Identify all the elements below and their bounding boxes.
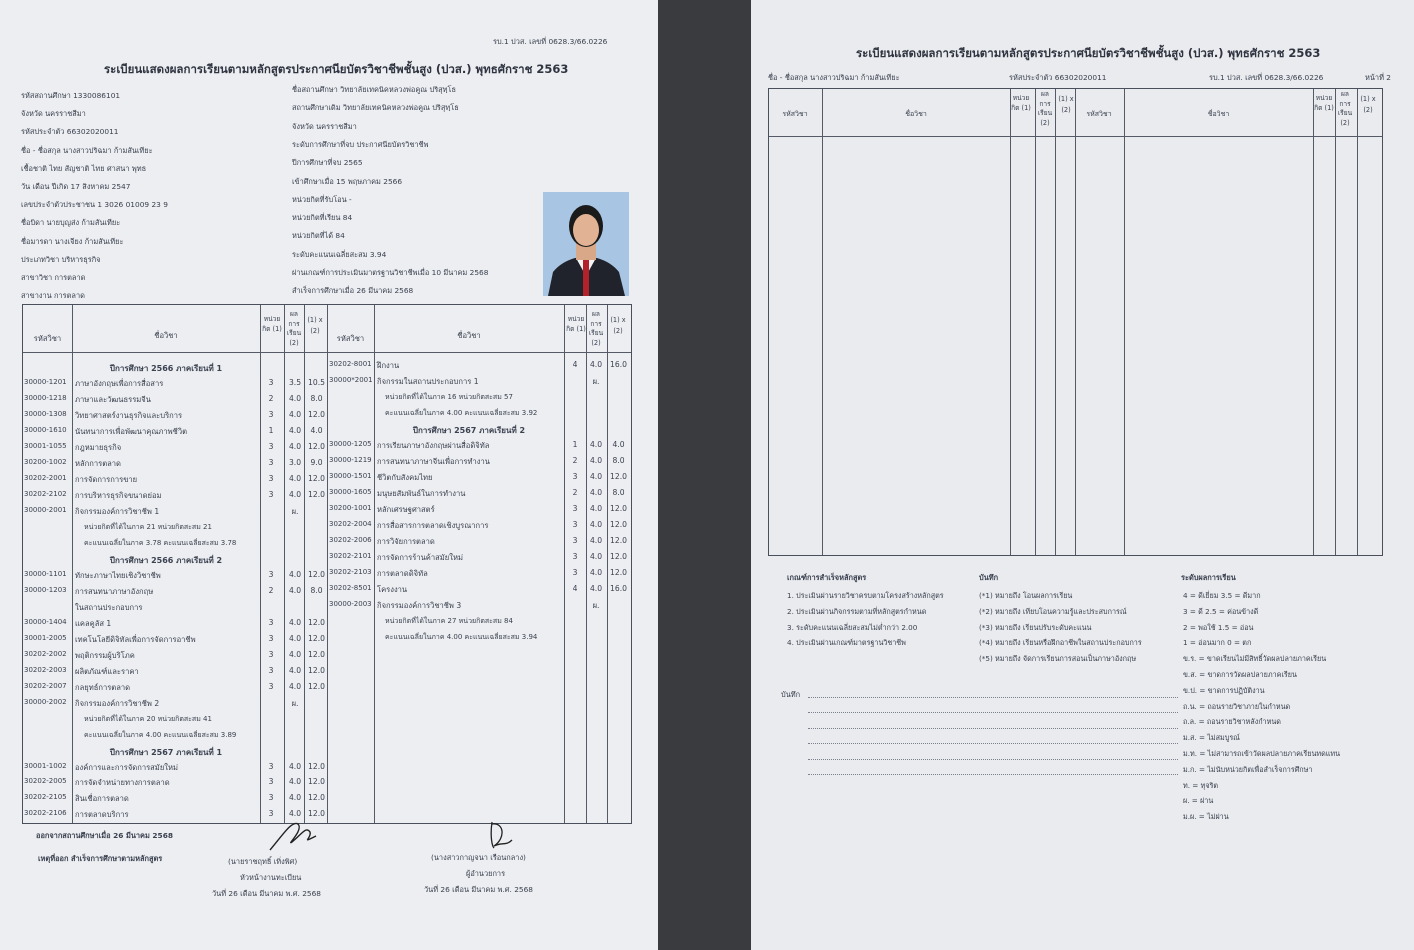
header-name: ชื่อวิชา <box>457 331 481 340</box>
memo-line <box>808 743 1178 744</box>
info-line: เลขประจำตัวประชาชน 1 3026 01009 23 9 <box>21 200 168 210</box>
course-points: 12.0 <box>308 761 325 771</box>
table-header-line <box>23 352 631 353</box>
transcript-page-2 <box>751 0 1414 950</box>
course-name: การตลาดบริการ <box>75 810 129 820</box>
grade-legend-title: ระดับผลการเรียน <box>1181 573 1236 582</box>
grade-legend-item: ม.ผ. = ไม่ผ่าน <box>1183 812 1229 822</box>
note-item: (*4) หมายถึง เรียนหรือฝึกอาชีพในสถานประกอบการ <box>979 638 1142 648</box>
course-credit: 3 <box>268 649 274 659</box>
info-line: สาขาวิชา การตลาด <box>21 273 86 282</box>
term-heading: ปีการศึกษา 2566 ภาคเรียนที่ 2 <box>109 555 223 565</box>
term-heading: ปีการศึกษา 2567 ภาคเรียนที่ 1 <box>109 747 223 757</box>
course-credit: 2 <box>572 455 578 465</box>
page2-title: ระเบียนแสดงผลการเรียนตามหลักสูตรประกาศนียบัตรวิชาชีพชั้นสูง (ปวส.) พุทธศักราช 2563 <box>856 46 1321 60</box>
course-name: ชีวิตกับสังคมไทย <box>377 472 433 482</box>
header-code: รหัสวิชา <box>336 334 365 343</box>
course-grade: 4.0 <box>288 489 302 499</box>
grade-legend-item: 1 = อ่อนมาก 0 = ตก <box>1183 638 1252 648</box>
info-line: หน่วยกิตที่ได้ 84 <box>292 231 345 241</box>
signature-director <box>480 816 520 856</box>
course-code: 30000-1404 <box>24 617 67 626</box>
course-grade: 4.0 <box>288 617 302 627</box>
course-grade: 4.0 <box>589 567 603 577</box>
grade-legend-item: ท. = ทุจริต <box>1183 780 1219 790</box>
course-credit: 4 <box>572 583 578 593</box>
table-column-line <box>374 305 375 823</box>
course-grade: 4.0 <box>589 360 603 369</box>
course-credit: 3 <box>268 377 274 387</box>
course-credit: 3 <box>268 409 274 419</box>
course-credit: 3 <box>268 681 274 691</box>
note-item: (*1) หมายถึง โอนผลการเรียน <box>979 591 1073 600</box>
leave-date: ออกจากสถานศึกษาเมื่อ 26 มีนาคม 2568 <box>36 831 173 840</box>
course-name: การจัดการร้านค้าสมัยใหม่ <box>377 552 463 562</box>
course-code: 30001-2005 <box>24 633 67 642</box>
header-name: ชื่อวิชา <box>905 110 927 118</box>
header-product: (1) x (2) <box>1360 95 1376 114</box>
course-code: 30202-2102 <box>24 489 67 498</box>
course-grade: 4.0 <box>589 583 603 593</box>
course-credit: 3 <box>572 567 578 577</box>
page2-page-number: หน้าที่ 2 <box>1365 73 1391 82</box>
course-points: 12.0 <box>610 535 627 545</box>
course-grade: 3.0 <box>288 457 302 467</box>
course-credit: 3 <box>268 569 274 579</box>
course-name: กิจกรรมองค์การวิชาชีพ 3 <box>377 600 462 610</box>
header-grade: ผล การ เรียน (2) <box>1337 90 1353 127</box>
course-name: กิจกรรมองค์การวิชาชีพ 2 <box>75 698 160 708</box>
course-name: ฝึกงาน <box>377 361 400 370</box>
course-credit: 3 <box>572 519 578 529</box>
registrar-date: วันที่ 26 เดือน มีนาคม พ.ศ. 2568 <box>212 889 322 898</box>
course-code: 30000-1219 <box>329 455 372 464</box>
table-column-line <box>1335 89 1336 555</box>
header-credit: หน่วย กิต (1) <box>1314 94 1334 112</box>
header-credit: หน่วย กิต (1) <box>262 315 282 333</box>
note-item: (*3) หมายถึง เรียนปรับระดับคะแนน <box>979 622 1092 632</box>
course-points: 12.0 <box>610 567 627 577</box>
registrar-name: (นายราชฤทธิ์ เทิ่งพิศ) <box>228 857 298 866</box>
info-line: จังหวัด นครราชสีมา <box>21 109 86 119</box>
table-column-line <box>1313 89 1314 555</box>
course-points: 10.5 <box>308 377 325 387</box>
info-line: หน่วยกิตที่เรียน 84 <box>292 213 353 223</box>
course-name: แคลคูลัส 1 <box>75 618 112 628</box>
info-line: ชื่อบิดา นายบุญส่ง ก้ามสันเทียะ <box>21 218 121 228</box>
student-photo <box>543 192 629 296</box>
course-points: 12.0 <box>308 409 325 419</box>
course-points: 12.0 <box>308 793 325 803</box>
course-name: หลักการตลาด <box>75 458 121 468</box>
course-credit: 3 <box>572 471 578 481</box>
course-name: ภาษาอังกฤษเพื่อการสื่อสาร <box>75 378 164 388</box>
course-name: การสนทนาภาษาอังกฤษ <box>75 586 154 596</box>
course-code: 30202-8501 <box>329 583 372 592</box>
info-line: เชื้อชาติ ไทย สัญชาติ ไทย ศาสนา พุทธ <box>21 163 147 173</box>
info-line: สถานศึกษาเดิม วิทยาลัยเทคนิคหลวงพ่อคูณ ปริสุทฺโธ <box>292 103 459 113</box>
header-name: ชื่อวิชา <box>1207 110 1230 118</box>
info-line: ระดับการศึกษาที่จบ ประกาศนียบัตรวิชาชีพ <box>292 139 429 149</box>
header-grade: ผล การ เรียน (2) <box>286 310 302 347</box>
course-name: การสื่อสารการตลาดเชิงบูรณาการ <box>377 520 489 530</box>
course-name: กิจกรรมในสถานประกอบการ 1 <box>377 376 479 386</box>
course-name: โครงงาน <box>377 584 408 594</box>
info-line: ผ่านเกณฑ์การประเมินมาตรฐานวิชาชีพเมื่อ 10 มีนาคม 2568 <box>292 268 489 277</box>
course-grade: 4.0 <box>589 551 603 561</box>
course-points: 12.0 <box>610 503 627 513</box>
course-name: ภาษาและวัฒนธรรมจีน <box>75 394 151 404</box>
info-line: ชื่อ - ชื่อสกุล นางสาวปริฉมา ก้ามสันเทียะ <box>21 145 153 155</box>
table-column-line <box>564 305 565 823</box>
director-name: (นางสาวกาญจนา เรือนกลาง) <box>431 853 526 862</box>
course-grade: ผ. <box>592 376 600 386</box>
criteria-title: เกณฑ์การสำเร็จหลักสูตร <box>787 573 867 582</box>
course-code: 30000-1203 <box>24 585 67 594</box>
course-code: 30202-2003 <box>24 665 67 674</box>
course-code: 30202-2006 <box>329 535 372 544</box>
course-grade: 4.0 <box>589 487 603 497</box>
course-points: 12.0 <box>308 489 325 499</box>
course-grade: 4.0 <box>288 761 302 771</box>
course-credit: 3 <box>268 473 274 483</box>
header-product: (1) x (2) <box>610 316 626 335</box>
term-summary: หน่วยกิตที่ได้ในภาค 27 หน่วยกิตสะสม 84 <box>385 616 513 625</box>
course-points: 16.0 <box>610 360 627 369</box>
term-summary: หน่วยกิตที่ได้ในภาค 20 หน่วยกิตสะสม 41 <box>84 714 212 723</box>
course-points: 12.0 <box>610 471 627 481</box>
memo-line <box>808 774 1178 775</box>
director-date: วันที่ 26 เดือน มีนาคม พ.ศ. 2568 <box>424 885 534 894</box>
course-points: 8.0 <box>612 455 625 465</box>
table-column-line <box>822 89 823 555</box>
course-code: 30000-1610 <box>24 425 67 434</box>
course-code: 30000-1218 <box>24 393 67 402</box>
table-column-line <box>1055 89 1056 555</box>
info-line: ชื่อสถานศึกษา วิทยาลัยเทคนิคหลวงพ่อคูณ ปริสุทฺโธ <box>292 85 457 94</box>
header-code: รหัสวิชา <box>782 110 808 118</box>
course-code: 30200-1001 <box>329 503 372 512</box>
course-name: การจัดการการขาย <box>75 474 138 484</box>
table-column-line <box>1010 89 1011 555</box>
course-points: 12.0 <box>308 809 325 819</box>
course-code: 30000-2001 <box>24 505 67 514</box>
course-points: 4.0 <box>612 439 625 449</box>
course-code: 30202-2101 <box>329 551 372 560</box>
page2-student-name: ชื่อ - ชื่อสกุล นางสาวปริฉมา ก้ามสันเทียะ <box>768 73 900 82</box>
grade-legend-item: ม.ก. = ไม่นับหน่วยกิตเพื่อสำเร็จการศึกษา <box>1183 764 1313 774</box>
course-points: 12.0 <box>308 777 325 787</box>
course-code: 30000-1605 <box>329 487 372 496</box>
course-credit: 3 <box>268 633 274 643</box>
note-item: (*2) หมายถึง เทียบโอนความรู้และประสบการณ์ <box>979 606 1127 616</box>
grade-legend-item: ถ.น. = ถอนรายวิชาภายในกำหนด <box>1183 701 1291 711</box>
course-points: 9.0 <box>310 457 323 467</box>
course-grade: ผ. <box>291 698 299 708</box>
course-code: 30202-2001 <box>24 473 67 482</box>
course-code: 30000-1501 <box>329 471 372 480</box>
page2-student-id: รหัสประจำตัว 66302020011 <box>1009 73 1107 82</box>
course-code: 30000-1101 <box>24 569 67 578</box>
course-name: วิทยาศาสตร์งานธุรกิจและบริการ <box>75 410 183 420</box>
table-column-line <box>1035 89 1036 555</box>
course-code: 30202-8001 <box>329 360 372 368</box>
term-heading: ปีการศึกษา 2567 ภาคเรียนที่ 2 <box>412 425 526 435</box>
course-grade: ผ. <box>291 506 299 516</box>
info-line: เข้าศึกษาเมื่อ 15 พฤษภาคม 2566 <box>292 176 403 186</box>
leave-reason: เหตุที่ออก สำเร็จการศึกษาตามหลักสูตร <box>38 854 163 863</box>
course-credit: 3 <box>268 489 274 499</box>
memo-label: บันทึก <box>781 690 801 699</box>
course-name: การจัดจำหน่ายทางการตลาด <box>75 778 170 788</box>
course-credit: 3 <box>268 809 274 819</box>
course-credit: 1 <box>268 425 274 435</box>
course-grade: 4.0 <box>288 633 302 643</box>
course-name: การเรียนภาษาอังกฤษผ่านสื่อดิจิทัล <box>377 440 490 450</box>
course-name: การตลาดดิจิทัล <box>377 568 428 578</box>
memo-line <box>808 712 1178 713</box>
course-credit: 3 <box>572 535 578 545</box>
course-points: 12.0 <box>610 551 627 561</box>
grade-legend-item: ถ.ล. = ถอนรายวิชาหลังกำหนด <box>1183 717 1281 727</box>
signature-registrar <box>262 816 322 856</box>
course-name: การวิจัยการตลาด <box>377 536 435 546</box>
course-points: 12.0 <box>308 441 325 451</box>
term-summary: หน่วยกิตที่ได้ในภาค 16 หน่วยกิตสะสม 57 <box>385 392 513 401</box>
header-product: (1) x (2) <box>307 316 323 335</box>
course-grade: 4.0 <box>288 473 302 483</box>
grade-legend-item: ข.ป. = ขาดการปฏิบัติงาน <box>1183 685 1265 695</box>
table-column-line <box>1357 89 1358 555</box>
grade-legend-item: 4 = ดีเยี่ยม 3.5 = ดีมาก <box>1183 591 1261 600</box>
course-points: 12.0 <box>308 617 325 627</box>
course-name: มนุษยสัมพันธ์ในการทำงาน <box>377 488 466 498</box>
course-code: 30000*2001 <box>329 375 373 384</box>
course-grade: 4.0 <box>288 409 302 419</box>
note-item: (*5) หมายถึง จัดการเรียนการสอนเป็นภาษาอังกฤษ <box>979 654 1137 664</box>
course-code: 30202-2105 <box>24 793 67 802</box>
course-grade: 4.0 <box>589 455 603 465</box>
term-summary: หน่วยกิตที่ได้ในภาค 21 หน่วยกิตสะสม 21 <box>84 522 212 531</box>
course-points: 12.0 <box>308 681 325 691</box>
term-summary: คะแนนเฉลี่ยในภาค 3.78 คะแนนเฉลี่ยสะสม 3.78 <box>84 538 237 547</box>
course-credit: 2 <box>268 393 274 403</box>
course-points: 12.0 <box>308 665 325 675</box>
info-line: รหัสสถานศึกษา 1330086101 <box>21 91 121 100</box>
course-grade: 4.0 <box>288 809 302 819</box>
course-grade: 4.0 <box>288 777 302 787</box>
term-summary: คะแนนเฉลี่ยในภาค 4.00 คะแนนเฉลี่ยสะสม 3.89 <box>84 730 237 739</box>
header-name: ชื่อวิชา <box>154 331 178 340</box>
course-credit: 3 <box>572 551 578 561</box>
course-code: 30202-2106 <box>24 809 67 818</box>
course-credit: 3 <box>268 457 274 467</box>
course-grade: 4.0 <box>589 519 603 529</box>
grade-legend-item: ข.ร. = ขาดเรียนไม่มีสิทธิ์วัดผลปลายภาคเรียน <box>1183 654 1327 664</box>
course-name: กลยุทธ์การตลาด <box>75 682 131 692</box>
course-name: กิจกรรมองค์การวิชาชีพ 1 <box>75 506 160 516</box>
course-name: ผลิตภัณฑ์และราคา <box>75 666 139 676</box>
grade-legend-item: 3 = ดี 2.5 = ค่อนข้างดี <box>1183 606 1259 616</box>
page-title: ระเบียนแสดงผลการเรียนตามหลักสูตรประกาศนียบัตรวิชาชีพชั้นสูง (ปวส.) พุทธศักราช 2563 <box>104 62 569 76</box>
grade-legend-item: ม.ท. = ไม่สามารถเข้าวัดผลปลายภาคเรียนทดแทน <box>1183 749 1341 758</box>
table-column-line <box>607 305 608 823</box>
course-code: 30000-1201 <box>24 377 67 386</box>
course-credit: 3 <box>268 793 274 803</box>
course-credit: 2 <box>572 487 578 497</box>
course-grade: 4.0 <box>589 503 603 513</box>
course-points: 12.0 <box>308 633 325 643</box>
course-grade: 4.0 <box>288 393 302 403</box>
course-code: 30001-1002 <box>24 761 67 770</box>
course-credit: 1 <box>572 439 578 449</box>
course-grade: 3.5 <box>288 377 302 387</box>
grade-legend-item: ข.ส. = ขาดการวัดผลปลายภาคเรียน <box>1183 670 1297 679</box>
course-grade: 4.0 <box>288 793 302 803</box>
course-code: 30202-2004 <box>329 519 372 528</box>
grade-legend-item: ผ. = ผ่าน <box>1183 796 1214 806</box>
memo-line <box>808 697 1178 698</box>
course-points: 4.0 <box>310 425 323 435</box>
term-heading: ปีการศึกษา 2566 ภาคเรียนที่ 1 <box>109 364 223 373</box>
info-line: ระดับคะแนนเฉลี่ยสะสม 3.94 <box>292 249 387 259</box>
course-name: การบริหารธุรกิจขนาดย่อม <box>75 490 162 500</box>
course-code: 30000-1205 <box>329 439 372 448</box>
course-credit: 3 <box>268 761 274 771</box>
course-points: 8.0 <box>612 487 625 497</box>
course-grade: 4.0 <box>589 471 603 481</box>
course-points: 12.0 <box>308 649 325 659</box>
info-line: ประเภทวิชา บริหารธุรกิจ <box>21 254 101 264</box>
info-line: สาขางาน การตลาด <box>21 291 85 301</box>
course-code: 30000-2003 <box>329 599 372 608</box>
course-credit: 2 <box>268 585 274 595</box>
course-grade: ผ. <box>592 600 600 610</box>
grade-legend-item: ม.ส. = ไม่สมบูรณ์ <box>1183 733 1240 743</box>
transcript-page-1 <box>0 0 658 950</box>
header-code: รหัสวิชา <box>1086 110 1112 118</box>
course-points: 8.0 <box>310 393 323 403</box>
course-code: 30202-2103 <box>329 567 372 576</box>
course-grade: 4.0 <box>288 681 302 691</box>
header-grade: ผล การ เรียน (2) <box>1037 90 1053 127</box>
info-line: ปีการศึกษาที่จบ 2565 <box>292 158 363 168</box>
course-credit: 3 <box>268 441 274 451</box>
course-name: ทักษะภาษาไทยเชิงวิชาชีพ <box>75 570 161 580</box>
info-line: หน่วยกิตที่รับโอน - <box>292 194 352 204</box>
course-credit: 3 <box>268 777 274 787</box>
course-code: 30202-2005 <box>24 777 67 786</box>
course-code: 30202-2007 <box>24 681 67 690</box>
notes-title: บันทึก <box>979 573 999 582</box>
course-grade: 4.0 <box>288 425 302 435</box>
header-credit: หน่วย กิต (1) <box>1011 94 1031 112</box>
info-line: จังหวัด นครราชสีมา <box>292 121 357 131</box>
course-credit: 3 <box>268 665 274 675</box>
course-grade: 4.0 <box>288 665 302 675</box>
criteria-item: 3. ระดับคะแนนเฉลี่ยสะสมไม่ต่ำกว่า 2.00 <box>787 622 918 632</box>
course-name: องค์การและการจัดการสมัยใหม่ <box>75 762 178 772</box>
table-column-line <box>1075 89 1076 555</box>
info-line: สำเร็จการศึกษาเมื่อ 26 มีนาคม 2568 <box>292 286 414 296</box>
course-name: นันทนาการเพื่อพัฒนาคุณภาพชีวิต <box>75 426 188 436</box>
course-grade: 4.0 <box>589 439 603 449</box>
term-summary: คะแนนเฉลี่ยในภาค 4.00 คะแนนเฉลี่ยสะสม 3.94 <box>385 632 538 641</box>
table-header-line <box>769 136 1382 137</box>
course-points: 12.0 <box>308 473 325 483</box>
header-grade: ผล การ เรียน (2) <box>588 310 604 347</box>
course-grade: 4.0 <box>288 649 302 659</box>
course-points: 12.0 <box>308 569 325 579</box>
header-product: (1) x (2) <box>1058 95 1074 114</box>
course-code: 30202-2002 <box>24 649 67 658</box>
criteria-item: 4. ประเมินผ่านเกณฑ์มาตรฐานวิชาชีพ <box>787 638 906 648</box>
table-column-line <box>1124 89 1125 555</box>
page2-form-number: รบ.1 ปวส. เลขที่ 0628.3/66.0226 <box>1209 73 1324 82</box>
course-name: ในสถานประกอบการ <box>75 602 143 612</box>
course-credit: 3 <box>572 503 578 513</box>
director-role: ผู้อำนวยการ <box>466 869 506 878</box>
course-name: สินเชื่อการตลาด <box>75 794 129 804</box>
info-line: วัน เดือน ปีเกิด 17 สิงหาคม 2547 <box>21 182 131 191</box>
header-code: รหัสวิชา <box>33 334 62 343</box>
course-points: 8.0 <box>310 585 323 595</box>
course-grade: 4.0 <box>288 441 302 451</box>
grade-legend-item: 2 = พอใช้ 1.5 = อ่อน <box>1183 622 1254 632</box>
course-code: 30200-1002 <box>24 457 67 466</box>
course-code: 30001-1055 <box>24 441 67 450</box>
course-grade: 4.0 <box>589 535 603 545</box>
course-grade: 4.0 <box>288 585 302 595</box>
memo-line <box>808 759 1178 760</box>
course-name: หลักเศรษฐศาสตร์ <box>377 504 435 514</box>
course-grade: 4.0 <box>288 569 302 579</box>
course-credit: 3 <box>268 617 274 627</box>
criteria-item: 1. ประเมินผ่านรายวิชาครบตามโครงสร้างหลักสูตร <box>787 591 944 600</box>
course-points: 12.0 <box>610 519 627 529</box>
info-line: รหัสประจำตัว 66302020011 <box>21 127 119 137</box>
info-line: ชื่อมารดา นางเจียง ก้ามสันเทียะ <box>21 236 124 246</box>
header-credit: หน่วย กิต (1) <box>566 315 586 333</box>
term-summary: คะแนนเฉลี่ยในภาค 4.00 คะแนนเฉลี่ยสะสม 3.92 <box>385 408 538 417</box>
course-name: พฤติกรรมผู้บริโภค <box>75 650 135 660</box>
course-name: เทคโนโลยีดิจิทัลเพื่อการจัดการอาชีพ <box>75 634 196 644</box>
course-code: 30000-2002 <box>24 697 67 706</box>
course-name: กฎหมายธุรกิจ <box>75 442 122 452</box>
course-code: 30000-1308 <box>24 409 67 418</box>
registrar-role: หัวหน้างานทะเบียน <box>240 873 302 882</box>
course-points: 16.0 <box>610 583 627 593</box>
memo-line <box>808 728 1178 729</box>
form-number: รบ.1 ปวส. เลขที่ 0628.3/66.0226 <box>493 37 608 46</box>
course-name: การสนทนาภาษาจีนเพื่อการทำงาน <box>377 456 490 466</box>
criteria-item: 2. ประเมินผ่านกิจกรรมตามที่หลักสูตรกำหนด <box>787 606 927 616</box>
course-credit: 4 <box>572 360 578 369</box>
